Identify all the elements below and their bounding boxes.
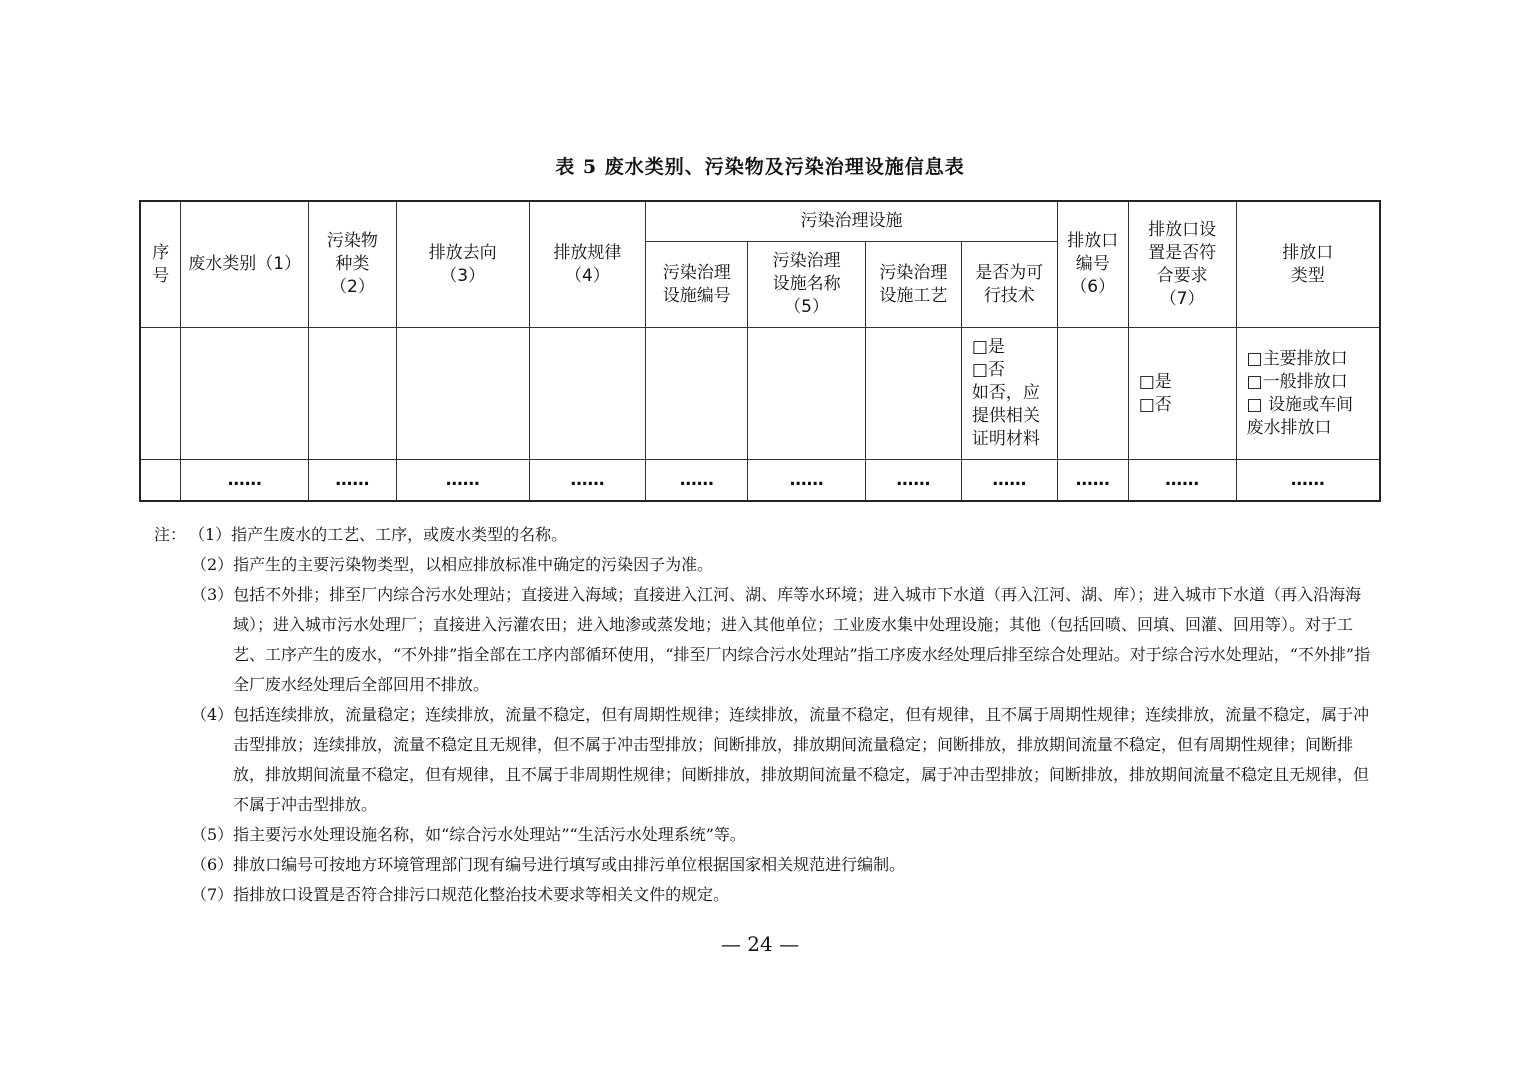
- option-facility-outlet-cont: 废水排放口: [1246, 417, 1332, 438]
- option-no[interactable]: □否: [971, 360, 1005, 380]
- option-yes[interactable]: □是: [971, 337, 1005, 357]
- table-row: [140, 460, 1380, 502]
- note-7: （7）指排放口设置是否符合排污口规范化整治技术要求等相关文件的规定。: [191, 885, 730, 904]
- header-feasible: 是否为可行技术: [961, 242, 1057, 328]
- cell-outlet-compliant: [1128, 328, 1236, 460]
- cell-ellipsis: ……: [529, 460, 646, 502]
- cell-ellipsis: ……: [396, 460, 529, 502]
- cell-ellipsis: ……: [748, 460, 866, 502]
- header-facility-process: 污染治理设施工艺: [865, 242, 961, 328]
- cell-ellipsis: ……: [181, 460, 309, 502]
- table-notes: [154, 520, 1379, 910]
- header-pollutant: 污染物种类（2）: [309, 201, 397, 328]
- cell-ellipsis: ……: [1057, 460, 1128, 502]
- option-yes[interactable]: □是: [1138, 371, 1172, 392]
- cell-outlet-id[interactable]: [1057, 328, 1128, 460]
- header-facility-group: 污染治理设施: [646, 201, 1057, 242]
- note-1: 注： （1）指产生废水的工艺、工序，或废水类型的名称。: [154, 520, 1379, 550]
- cell-pattern[interactable]: [529, 328, 646, 460]
- cell-pollutant[interactable]: [309, 328, 397, 460]
- cell-facility-process[interactable]: [865, 328, 961, 460]
- note-6: （6）排放口编号可按地方环境管理部门现有编号进行填写或由排污单位根据国家相关规范进行编制。: [191, 855, 906, 874]
- note-5: （5）指主要污水处理设施名称，如“综合污水处理站”“生活污水处理系统”等。: [191, 825, 746, 844]
- option-facility-outlet[interactable]: □ 设施或车间: [1246, 394, 1353, 415]
- header-outlet-id: 排放口编号（6）: [1057, 201, 1128, 328]
- note-line: 证明材料: [971, 429, 1040, 449]
- cell-outlet-type: [1236, 328, 1380, 460]
- header-seq: 序号: [140, 201, 181, 328]
- header-outlet-compliant: 排放口设置是否符合要求（7）: [1128, 201, 1236, 328]
- header-facility-name: 污染治理设施名称（5）: [748, 242, 866, 328]
- table-title: 表 5 废水类别、污染物及污染治理设施信息表: [555, 156, 965, 178]
- option-main-outlet[interactable]: □主要排放口: [1246, 348, 1348, 369]
- option-general-outlet[interactable]: □一般排放口: [1246, 371, 1348, 392]
- cell-ellipsis: ……: [865, 460, 961, 502]
- cell-facility-name[interactable]: [748, 328, 866, 460]
- header-pattern: 排放规律（4）: [529, 201, 646, 328]
- cell-ellipsis: ……: [1236, 460, 1380, 502]
- page-number: — 24 —: [720, 932, 800, 956]
- table-row: [140, 328, 1380, 460]
- note-line: 如否，应: [971, 383, 1040, 403]
- cell-direction[interactable]: [396, 328, 529, 460]
- cell-feasible: [961, 328, 1057, 460]
- header-direction: 排放去向（3）: [396, 201, 529, 328]
- note-line: 提供相关: [971, 406, 1040, 426]
- cell-ellipsis: ……: [646, 460, 748, 502]
- notes-prefix: 注：: [154, 525, 187, 544]
- note-3: （3）包括不外排；排至厂内综合污水处理站；直接进入海域；直接进入江河、湖、库等水环境；进入城市下水道（再入江河、湖、库）；进入城市下水道（再入沿海海域）；进入城市污水处理厂；直接进入污灌农田；进入地渗或蒸发地；进入其他单位；工业废水集中处理设施；其他（包括回喷、回填、回灌、回用等）。对于工艺、工序产生的废水，“不外排”指全部在工序内部循环使用，“排至厂内综合污水处理站”指工序废水经处理后排至综合处理站。对于综合污水处理站，“不外排”指全厂废水经处理后全部回用不排放。: [191, 585, 1371, 694]
- wastewater-info-table: [139, 200, 1381, 502]
- header-facility-id: 污染治理设施编号: [646, 242, 748, 328]
- cell-ellipsis: ……: [1128, 460, 1236, 502]
- cell-seq[interactable]: [140, 328, 181, 460]
- cell-facility-id[interactable]: [646, 328, 748, 460]
- cell-ellipsis: ……: [961, 460, 1057, 502]
- note-4: （4）包括连续排放，流量稳定；连续排放，流量不稳定，但有周期性规律；连续排放，流量不稳定，但有规律，且不属于周期性规律；连续排放，流量不稳定，属于冲击型排放；连续排放，流量不稳定且无规律，但不属于冲击型排放；间断排放，排放期间流量稳定；间断排放，排放期间流量不稳定，但有周期性规律；间断排放，排放期间流量不稳定，但有规律，且不属于非周期性规律；间断排放，排放期间流量不稳定，属于冲击型排放；间断排放，排放期间流量不稳定且无规律，但不属于冲击型排放。: [191, 705, 1370, 814]
- note-2: （2）指产生的主要污染物类型，以相应排放标准中确定的污染因子为准。: [191, 555, 714, 574]
- cell-ellipsis: ……: [309, 460, 397, 502]
- cell-empty: [140, 460, 181, 502]
- option-no[interactable]: □否: [1138, 394, 1172, 415]
- header-outlet-type: 排放口类型: [1236, 201, 1380, 328]
- cell-category[interactable]: [181, 328, 309, 460]
- header-category: 废水类别（1）: [181, 201, 309, 328]
